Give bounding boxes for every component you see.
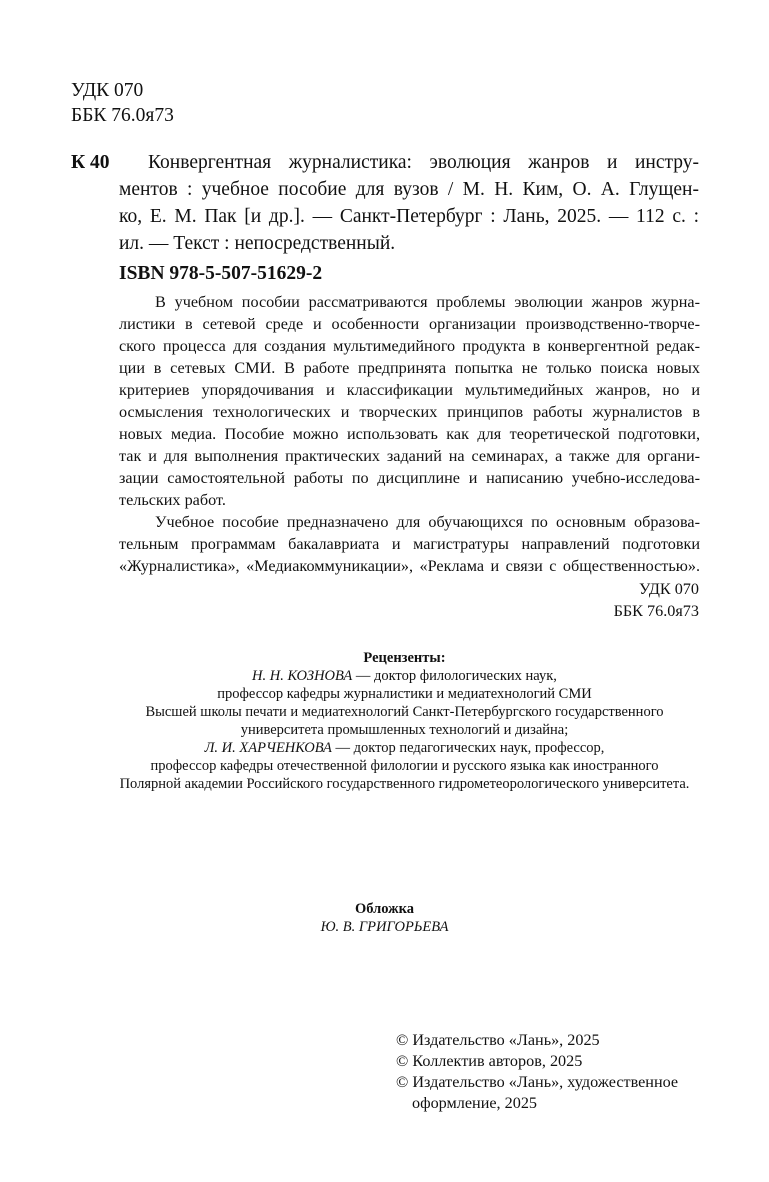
reviewer-2-institution: Полярной академии Российского государственного гидрометеорологического университета. [119,776,690,792]
footer-bbk: ББК 76.0я73 [613,602,699,620]
reviewer-1-name: Н. Н. КОЗНОВА [252,668,353,684]
reviewer-1-position: профессор кафедры журналистики и медиатехнологий СМИ [217,686,592,702]
copyright-line: © Издательство «Лань», 2025 [396,1031,600,1049]
bibliography-line: ментов : учебное пособие для вузов / М. Н. Ким, О. А. Глущен- [119,179,699,200]
isbn: ISBN 978-5-507-51629-2 [119,263,323,284]
copyright-line: оформление, 2025 [412,1094,538,1112]
abstract-line: «Журналистика», «Медиакоммуникации», «Реклама и связи с общественностью». [119,557,700,575]
abstract-line: осмысления технологических и творческих принципов работы журналистов в [119,403,700,421]
abstract-line: зации самостоятельной работы по дисциплине и написанию учебно-исследова- [119,469,700,487]
bibliography-line: Конвергентная журналистика: эволюция жанров и инстру- [148,152,699,173]
abstract-line: критериев упорядочивания и классификации мультимедийных жанров, но и [119,381,700,399]
abstract-line: тельным программам бакалавриата и магистратуры направлений подготовки [119,535,700,553]
bibliography-line: ко, Е. М. Пак [и др.]. — Санкт-Петербург : Лань, 2025. — 112 с. : [119,206,699,227]
copyright-line: © Коллектив авторов, 2025 [396,1052,583,1070]
abstract-line: новых медиа. Пособие можно использовать как для теоретической подготовки, [119,425,700,443]
copyright-line: © Издательство «Лань», художественное [396,1073,679,1091]
abstract-line: ского процесса для создания мультимедийного продукта в конвергентной редак- [119,337,700,355]
author-mark: К 40 [71,152,110,173]
reviewer-2-position: профессор кафедры отечественной филологии и русского языка как иностранного [150,758,659,774]
reviewer-1-university: университета промышленных технологий и дизайна; [240,722,569,738]
abstract-line: ции в сетевых СМИ. В работе предпринята попытка не только поиска новых [119,359,700,377]
cover-title: Обложка [354,901,415,917]
reviewer-1-degree: — доктор филологических наук, [352,668,557,684]
abstract-line: так и для выполнения практических заданий на семинарах, а также для органи- [119,447,700,465]
udk-code: УДК 070 [71,80,144,101]
abstract-line: листики в сетевой среде и особенности организации производственно-творче- [119,315,700,333]
abstract-line: В учебном пособии рассматриваются проблемы эволюции жанров журна- [155,293,700,311]
reviewers-title: Рецензенты: [363,650,446,666]
reviewer-1-line [0,667,769,686]
reviewer-2-line [0,739,769,758]
footer-udk: УДК 070 [639,580,699,598]
cover-artist: Ю. В. ГРИГОРЬЕВА [320,919,449,935]
reviewer-2-degree: — доктор педагогических наук, профессор, [331,740,605,756]
abstract-line: Учебное пособие предназначено для обучающихся по основным образова- [155,513,700,531]
bibliography-line: ил. — Текст : непосредственный. [119,233,396,254]
abstract-line: тельских работ. [119,491,226,509]
reviewer-2-name: Л. И. ХАРЧЕНКОВА [204,740,332,756]
bbk-code: ББК 76.0я73 [71,105,174,126]
reviewer-1-institution: Высшей школы печати и медиатехнологий Санкт-Петербургского государственного [145,704,664,720]
